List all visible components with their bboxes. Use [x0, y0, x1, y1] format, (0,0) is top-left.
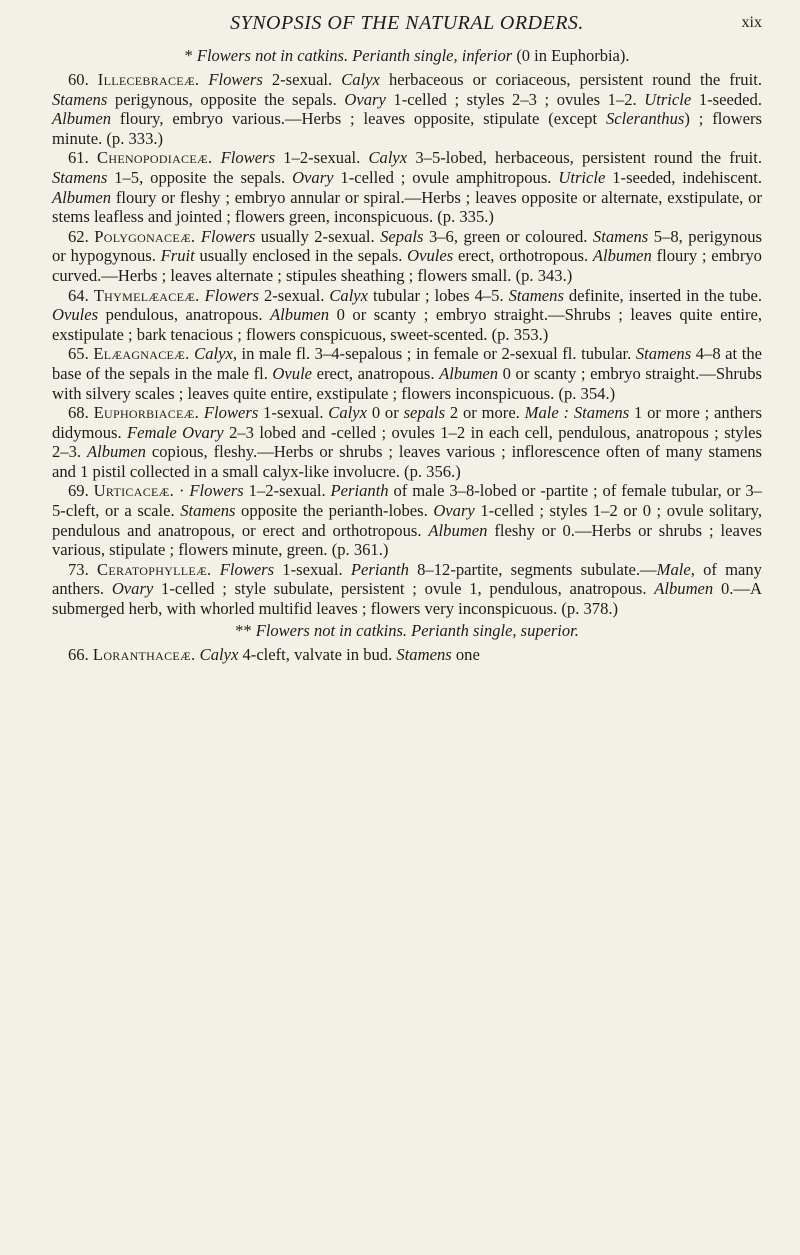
section-subheading-1	[52, 46, 762, 66]
order-name: Ceratophylleæ.	[96, 559, 212, 579]
description-text: 2 or more.	[445, 403, 525, 423]
botanical-term: Albumen	[654, 579, 714, 599]
description-text: 8–12-partite, segments subulate.—	[408, 559, 657, 579]
entry-number: 68.	[68, 403, 89, 423]
subheading-text: Flowers not in catkins. Perianth single, inferior	[196, 46, 513, 65]
order-entry	[52, 560, 762, 619]
order-name: Thymelæaceæ.	[93, 285, 200, 305]
description-text: 2–3 lobed and -celled ; ovules 1–2 in each cell, pendulous, anatropous ; styles 2–3.	[52, 422, 762, 462]
botanical-term: Ovules	[52, 305, 99, 325]
page-header	[52, 6, 762, 44]
botanical-term: Albumen	[439, 363, 499, 383]
order-entry	[52, 481, 762, 559]
description-text: erect, orthotropous.	[453, 246, 593, 266]
description-text: 1-celled ; styles 2–3 ; ovules 1–2.	[385, 89, 645, 109]
botanical-term: Fruit	[160, 246, 195, 266]
order-entry	[52, 344, 762, 403]
entry-number: 66.	[68, 644, 89, 664]
botanical-term: Flowers	[189, 481, 244, 501]
description-text: perigynous, opposite the sepals.	[107, 89, 345, 109]
botanical-term: Utricle	[644, 89, 692, 109]
running-title: SYNOPSIS OF THE NATURAL ORDERS.	[230, 12, 584, 34]
botanical-term: Scleranthus	[605, 109, 685, 129]
description-text: fleshy or 0.—Herbs or shrubs ; leaves various, stipulate ; flowers minute, green. (p. 361.)	[52, 520, 763, 560]
botanical-term: Albumen	[52, 187, 111, 207]
description-text: 0 or	[367, 403, 404, 423]
description-text: ·	[178, 481, 190, 501]
last-entry-container	[52, 645, 762, 665]
botanical-term: Flowers	[220, 148, 276, 168]
botanical-term: Stamens	[52, 167, 108, 187]
description-text: 2-sexual.	[262, 70, 342, 89]
section-subheading-2	[52, 621, 762, 641]
description-text: erect, anatropous.	[312, 363, 440, 383]
order-entry	[52, 403, 762, 481]
description-text: floury, embryo various.—Herbs ; leaves opposite, stipulate (except	[111, 109, 606, 129]
order-name: Urticaceæ.	[93, 481, 175, 501]
botanical-term: Male	[656, 559, 691, 579]
botanical-term: Albumen	[592, 246, 652, 266]
description-text: one	[451, 644, 480, 664]
botanical-term: Calyx	[368, 148, 408, 168]
subheading-text: Flowers not in catkins. Perianth single, superior.	[255, 620, 579, 640]
order-entry	[52, 70, 762, 148]
botanical-term: Calyx	[328, 403, 368, 423]
botanical-term: Flowers	[204, 285, 260, 305]
description-text: copious, fleshy.—Herbs or shrubs ; leaves various ; inflorescence often of many stamens and 1 pistil collected in a small calyx-like involucre. (p. 356.)	[52, 442, 762, 481]
description-text: 1-seeded, indehiscent.	[605, 167, 762, 187]
botanical-term: Stamens	[180, 501, 236, 521]
entry-number: 61.	[68, 148, 89, 168]
page-number: xix	[741, 14, 762, 31]
botanical-term: Stamens	[396, 644, 452, 664]
subheading-note: (0 in Euphorbia).	[516, 46, 630, 65]
order-name: Polygonaceæ.	[94, 226, 196, 246]
description-text: herbaceous or coriaceous, persistent round the fruit.	[379, 70, 762, 89]
description-text: 1–2-sexual.	[243, 481, 331, 501]
order-name: Loranthaceæ.	[92, 644, 196, 664]
botanical-term: Flowers	[208, 70, 263, 89]
botanical-term: Stamens	[52, 89, 108, 109]
botanical-term: Calyx	[194, 344, 233, 364]
description-text: 4-cleft, valvate in bud.	[238, 644, 397, 664]
description-text: floury ; embryo curved.—Herbs ; leaves alternate ; stipules sheathing ; flowers small. (p. 343.)	[52, 246, 762, 285]
asterisk-mark: *	[184, 46, 193, 65]
botanical-term: Flowers	[219, 559, 275, 579]
order-entry	[52, 227, 762, 286]
description-text: , in male fl. 3–4-sepalous ; in female or 2-sexual fl. tubular.	[232, 344, 636, 364]
entry-number: 60.	[68, 70, 89, 89]
entry-number: 65.	[68, 344, 89, 364]
entry-number: 62.	[68, 226, 89, 246]
botanical-term: Stamens	[635, 344, 692, 364]
botanical-term: Ovary	[111, 579, 154, 599]
description-text: tubular ; lobes 4–5.	[368, 285, 509, 305]
description-text: 3–6, green or coloured.	[423, 226, 593, 246]
description-text: 1 or more ; anthers didymous.	[52, 403, 762, 442]
botanical-term: Stamens	[508, 285, 564, 305]
description-text: 0.—A submerged herb, with whorled multifid leaves ; flowers very inconspicuous. (p. 378.)	[52, 579, 763, 619]
entry-number: 73.	[68, 559, 89, 579]
description-text: of male 3–8-lobed or -partite ; of female tubular, or 3–5-cleft, or a scale.	[52, 481, 762, 521]
double-asterisk-mark: **	[235, 620, 252, 640]
description-text: 4–8 at the base of the sepals in the male fl.	[52, 344, 762, 383]
entries-list	[52, 70, 762, 619]
botanical-term: Calyx	[329, 285, 369, 305]
botanical-term: Female Ovary	[127, 422, 224, 442]
description-text: ) ; flowers minute. (p. 333.)	[52, 109, 762, 148]
description-text: 3–5-lobed, herbaceous, persistent round the fruit.	[407, 148, 763, 168]
botanical-term: Stamens	[592, 226, 649, 246]
description-text: 1–5, opposite the sepals.	[107, 167, 293, 187]
botanical-term: Ovary	[344, 89, 386, 109]
botanical-term: Albumen	[86, 442, 146, 462]
description-text: 1-sexual.	[258, 403, 329, 423]
botanical-term: Male : Stamens	[524, 403, 630, 423]
botanical-term: sepals	[403, 403, 446, 423]
description-text: definite, inserted in the tube.	[563, 285, 763, 305]
botanical-term: Flowers	[200, 226, 256, 246]
description-text: , of many anthers.	[52, 559, 762, 599]
description-text: 1-celled ; styles 1–2 or 0 ; ovule solitary, pendulous and anatropous, or erect and orthotropous.	[52, 501, 762, 540]
order-entry	[52, 286, 762, 345]
description-text: 5–8, perigynous or hypogynous.	[52, 226, 763, 266]
description-text: 1-seeded.	[691, 89, 762, 109]
botanical-term: Ovary	[292, 167, 334, 187]
description-text: 1-celled ; style subulate, persistent ; ovule 1, pendulous, anatropous.	[153, 579, 655, 599]
description-text: pendulous, anatropous.	[98, 305, 271, 325]
botanical-term: Ovule	[272, 363, 313, 383]
botanical-term: Calyx	[341, 70, 380, 89]
order-name: Euphorbiaceæ.	[93, 403, 200, 423]
description-text: 1–2-sexual.	[275, 148, 369, 168]
botanical-term: Sepals	[380, 226, 424, 246]
order-name: Elæagnaceæ.	[93, 344, 190, 364]
entry-number: 64.	[68, 285, 89, 305]
description-text: 1-celled ; ovule amphitropous.	[333, 167, 559, 187]
botanical-term: Perianth	[330, 481, 389, 501]
botanical-term: Calyx	[199, 644, 239, 664]
botanical-term: Ovules	[407, 246, 454, 266]
botanical-term: Albumen	[428, 520, 488, 540]
order-entry	[52, 645, 762, 665]
botanical-term: Flowers	[203, 403, 259, 423]
entry-number: 69.	[68, 481, 89, 501]
botanical-term: Utricle	[558, 167, 606, 187]
description-text: 2-sexual.	[259, 285, 330, 305]
description-text: floury or fleshy ; embryo annular or spiral.—Herbs ; leaves opposite or alternate, exstipulate, or stems leafless and jointed ; flowers green, inconspicuous. (p. 335.)	[52, 187, 762, 227]
order-name: Chenopodiaceæ.	[96, 148, 213, 168]
botanical-term: Perianth	[350, 559, 409, 579]
description-text: 0 or scanty ; embryo straight.—Shrubs ; leaves quite entire, exstipulate ; bark tenacious ; flowers conspicuous, sweet-scented. (p. 353.)	[52, 305, 762, 344]
botanical-term: Albumen	[270, 305, 330, 325]
description-text: opposite the perianth-lobes.	[235, 501, 434, 521]
order-entry	[52, 148, 762, 226]
botanical-term: Albumen	[52, 109, 111, 129]
description-text: usually 2-sexual.	[255, 226, 381, 246]
botanical-term: Ovary	[433, 501, 475, 521]
description-text: 1-sexual.	[274, 559, 351, 579]
description-text: usually enclosed in the sepals.	[194, 246, 408, 266]
description-text: 0 or scanty ; embryo straight.—Shrubs with silvery scales ; leaves quite entire, exstipulate ; flowers inconspicuous. (p. 354.)	[52, 363, 762, 403]
order-name: Illecebraceæ.	[97, 70, 200, 89]
